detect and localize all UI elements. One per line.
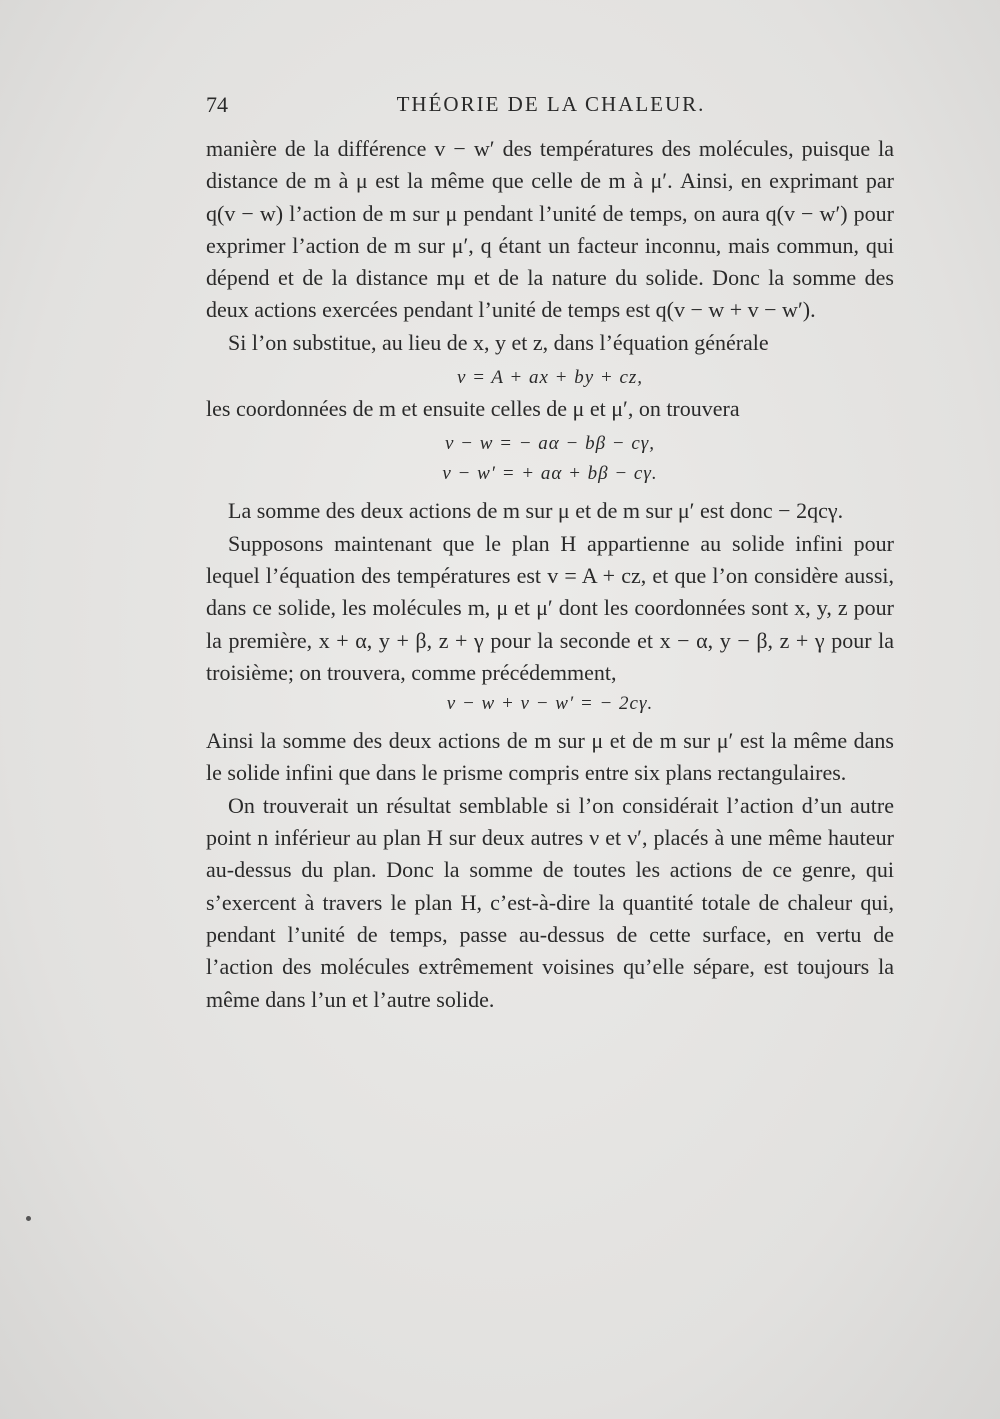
equation-v-minus-w-prime: v − w′ = + aα + bβ − cγ. [442, 463, 658, 485]
equation-sum: v − w + v − w′ = − 2cγ. [446, 693, 654, 715]
page-header [206, 92, 896, 122]
paragraph-2: Si l’on substitue, au lieu de x, y et z, dans l’équation générale [228, 329, 769, 355]
paragraph-4: La somme des deux actions de m sur μ et de m sur μ′ est donc − 2qcγ. [228, 498, 844, 524]
ink-speck [26, 1216, 31, 1221]
paragraph-7: On trouverait un résultat semblable si l’on considérait l’action d’un autre point n inférieur au plan H sur deux autres ν et ν′, placés à une même hauteur au-dessus du plan. Donc la somme de toutes les actions de ce genre, qui s’exercent à travers le plan H, c’est-à-dire la quantité totale de chaleur qui, pendant l’unité de temps, passe au-dessus de cette surface, en vertu de l’action des molécules extrêmement voisines qu’elle sépare, est toujours la même dans l’un et l’autre solide. [206, 792, 894, 1012]
page-number: 74 [206, 92, 228, 117]
paragraph-6: Ainsi la somme des deux actions de m sur μ et de m sur μ′ est la même dans le solide infini que dans le prisme compris entre six plans rectangulaires. [206, 728, 894, 786]
paragraph-1: manière de la différence v − w′ des températures des molécules, puisque la distance de m à μ est la même que celle de m à μ′. Ainsi, en exprimant par q(v − w) l’action de m sur μ pendant l’unité de temps, on aura q(v − w′) pour exprimer l’action de m sur μ′, q étant un facteur inconnu, mais commun, qui dépend et de la distance mμ et de la nature du solide. Donc la somme des deux actions exercées pendant l’unité de temps est q(v − w + v − w′). [206, 136, 894, 323]
equation-general: v = A + ax + by + cz, [456, 367, 644, 389]
body-text [206, 133, 894, 1016]
equation-v-minus-w: v − w = − aα − bβ − cγ, [444, 433, 656, 455]
paragraph-3: les coordonnées de m et ensuite celles de μ et μ′, on trouvera [206, 396, 740, 422]
running-title: THÉORIE DE LA CHALEUR. [396, 92, 706, 116]
paragraph-5: Supposons maintenant que le plan H appartienne au solide infini pour lequel l’équation des températures est v = A + cz, et que l’on considère aussi, dans ce solide, les molécules m, μ et μ′ dont les coordonnées sont x, y, z pour la première, x + α, y + β, z + γ pour la seconde et x − α, y − β, z + γ pour la troisième; on trouvera, comme précédemment, [206, 530, 894, 685]
